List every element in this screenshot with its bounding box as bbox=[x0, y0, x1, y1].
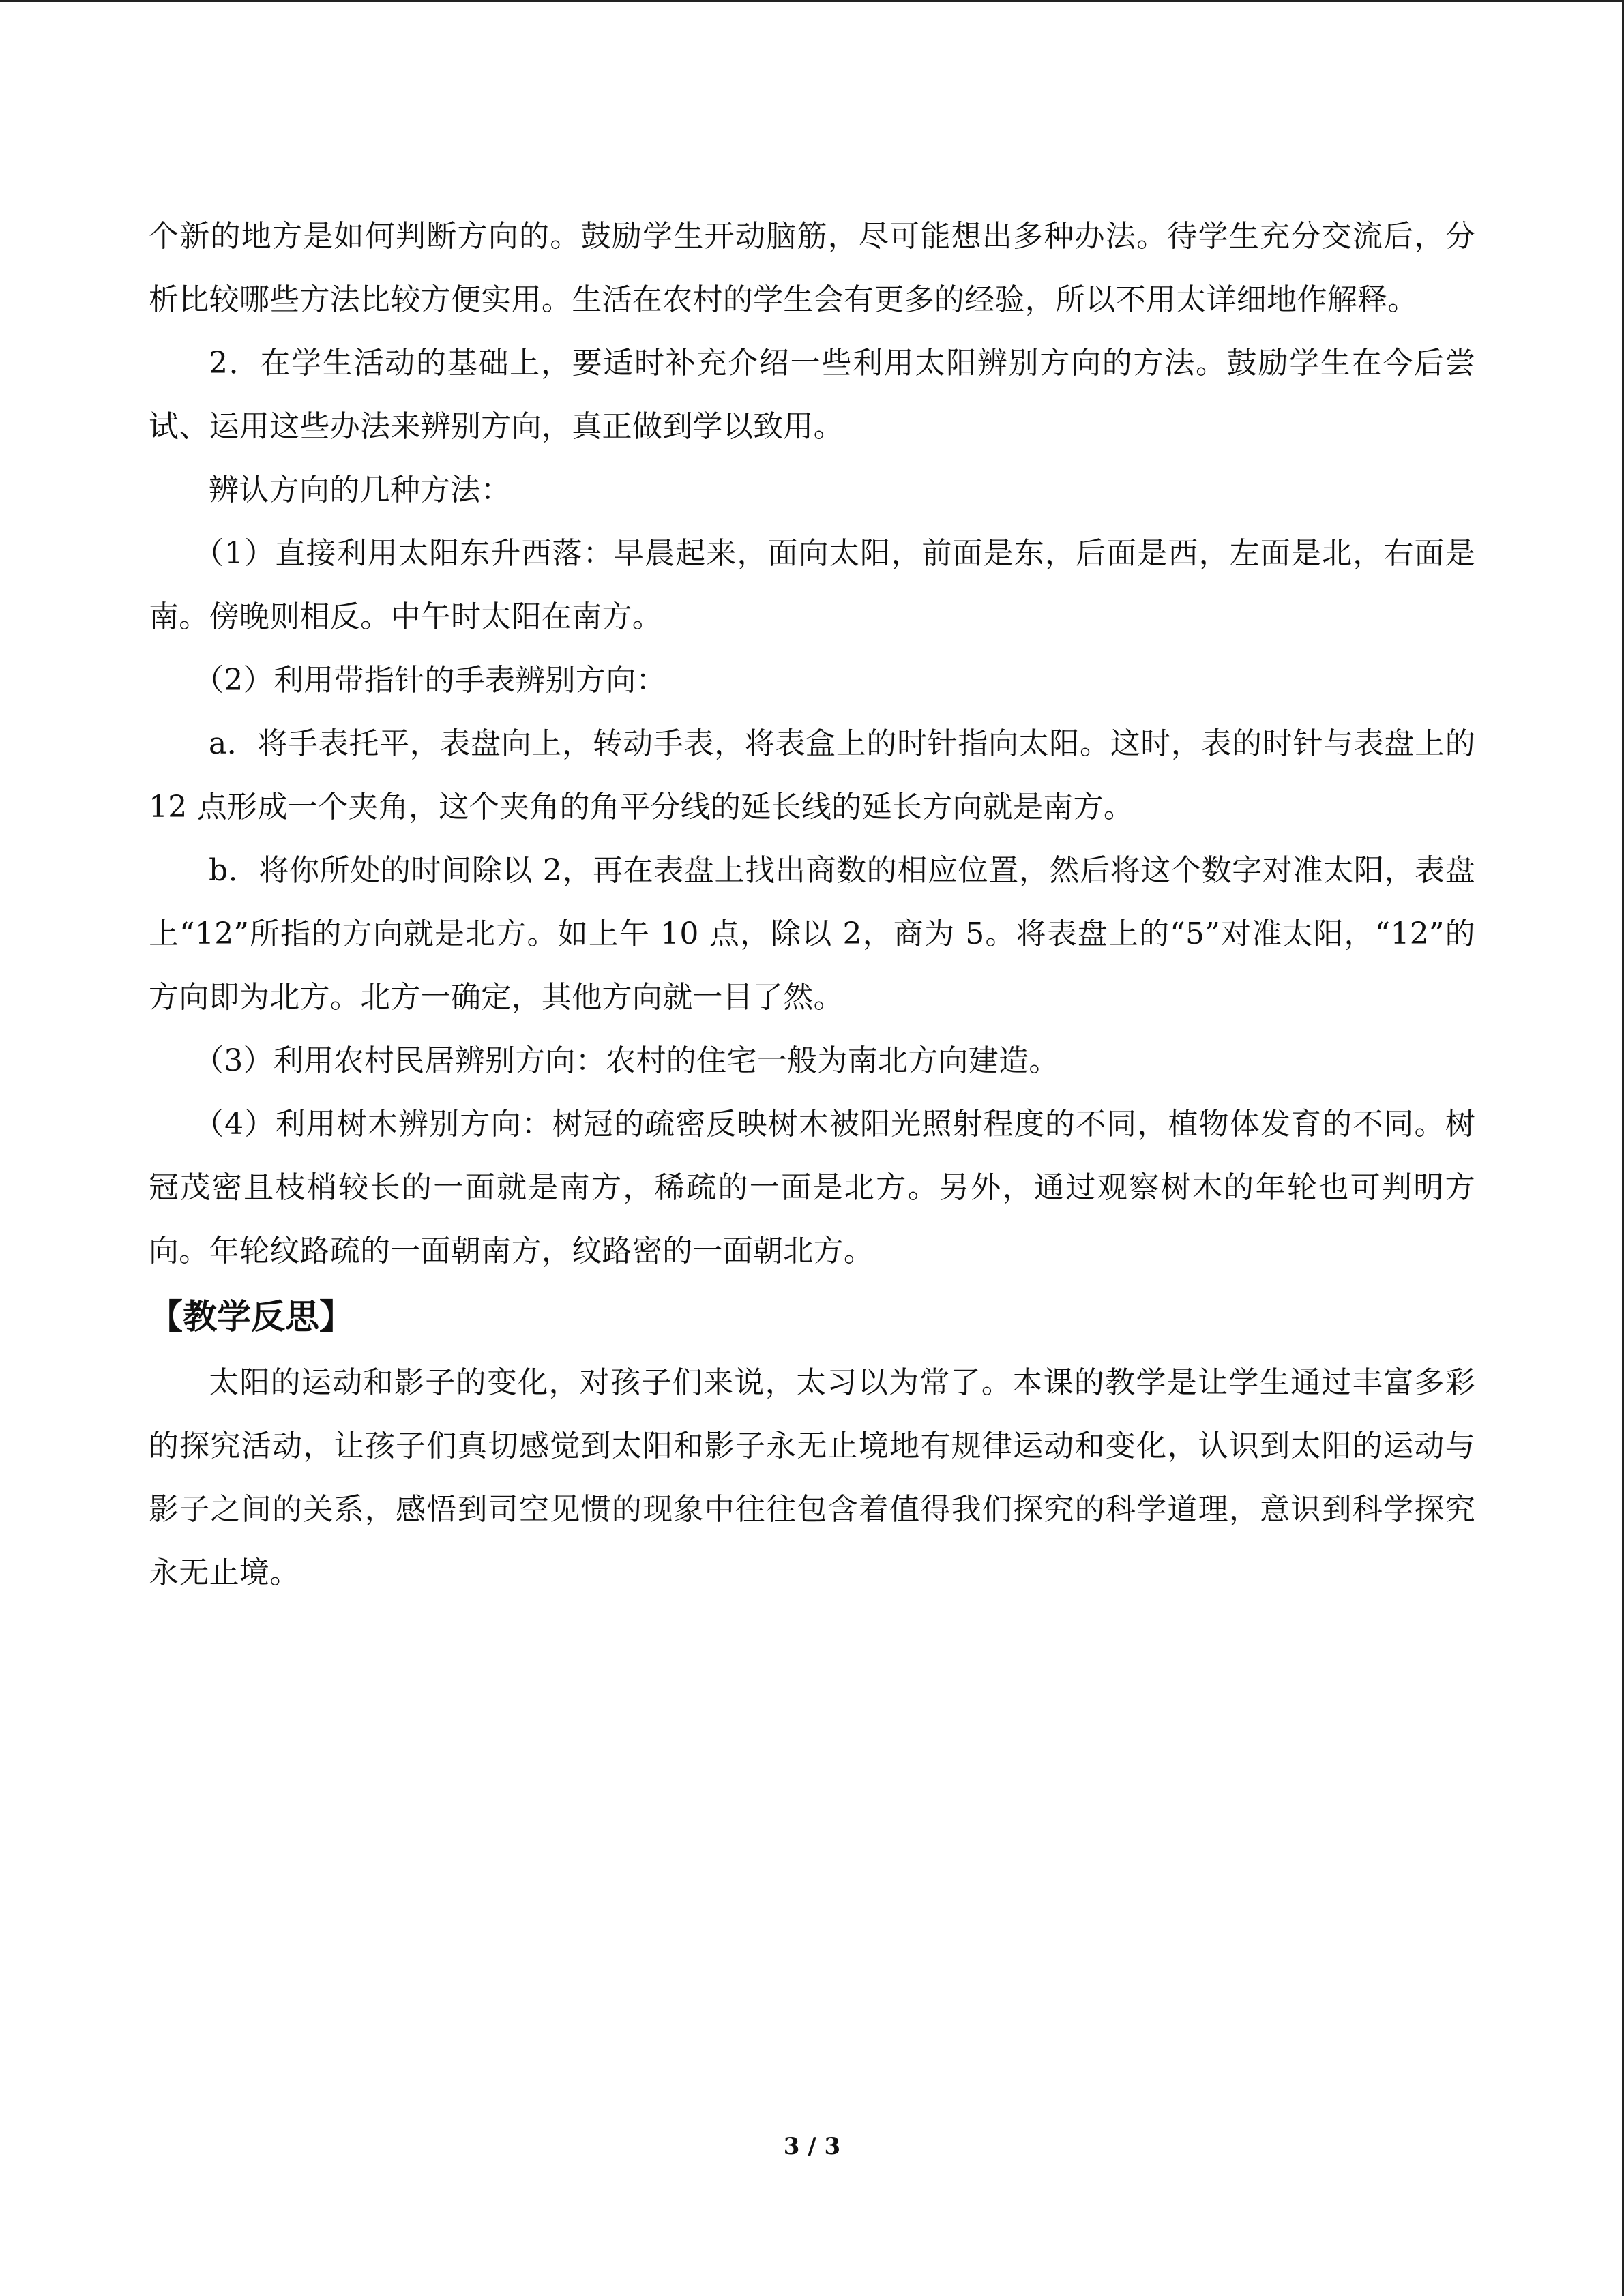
reflection-paragraph: 太阳的运动和影子的变化，对孩子们来说，太习以为常了。本课的教学是让学生通过丰富多彩的探究活动，让孩子们真切感觉到太阳和影子永无止境地有规律运动和变化，认识到太阳的运动与影子之间的关系，感悟到司空见惯的现象中往往包含着值得我们探究的科学道理，意识到科学探究永无止境。 bbox=[149, 1365, 1475, 1590]
top-border-line bbox=[0, 0, 1624, 2]
paragraph-method-3: （3）利用农村民居辨别方向：农村的住宅一般为南北方向建造。 bbox=[194, 1043, 1059, 1078]
paragraph-point-2: 2．在学生活动的基础上，要适时补充介绍一些利用太阳辨别方向的方法。鼓励学生在今后尝试、运用这些办法来辨别方向，真正做到学以致用。 bbox=[149, 346, 1475, 444]
paragraph-method-2b: b．将你所处的时间除以 2，再在表盘上找出商数的相应位置，然后将这个数字对准太阳，表盘上“12”所指的方向就是北方。如上午 10 点，除以 2，商为 5。将表盘上的“5”对准太阳，“12”的方向即为北方。北方一确定，其他方向就一目了然。 bbox=[149, 853, 1475, 1015]
paragraph-continued: 个新的地方是如何判断方向的。鼓励学生开动脑筋，尽可能想出多种办法。待学生充分交流后，分析比较哪些方法比较方便实用。生活在农村的学生会有更多的经验，所以不用太详细地作解释。 bbox=[149, 219, 1475, 317]
page-content bbox=[149, 205, 1475, 1605]
paragraph-methods-intro: 辨认方向的几种方法： bbox=[209, 473, 511, 507]
paragraph-method-2: （2）利用带指针的手表辨别方向： bbox=[194, 663, 666, 698]
paragraph-method-1: （1）直接利用太阳东升西落：早晨起来，面向太阳，前面是东，后面是西，左面是北，右面是南。傍晚则相反。中午时太阳在南方。 bbox=[149, 536, 1475, 634]
reflection-heading: 【教学反思】 bbox=[149, 1297, 353, 1337]
paragraph-method-4: （4）利用树木辨别方向：树冠的疏密反映树木被阳光照射程度的不同，植物体发育的不同。树冠茂密且枝梢较长的一面就是南方，稀疏的一面是北方。另外，通过观察树木的年轮也可判明方向。年轮纹路疏的一面朝南方，纹路密的一面朝北方。 bbox=[149, 1107, 1475, 1268]
paragraph-method-2a: a．将手表托平，表盘向上，转动手表，将表盒上的时针指向太阳。这时，表的时针与表盘上的 12 点形成一个夹角，这个夹角的角平分线的延长线的延长方向就是南方。 bbox=[149, 726, 1475, 824]
page-number: 3 / 3 bbox=[783, 2133, 841, 2160]
